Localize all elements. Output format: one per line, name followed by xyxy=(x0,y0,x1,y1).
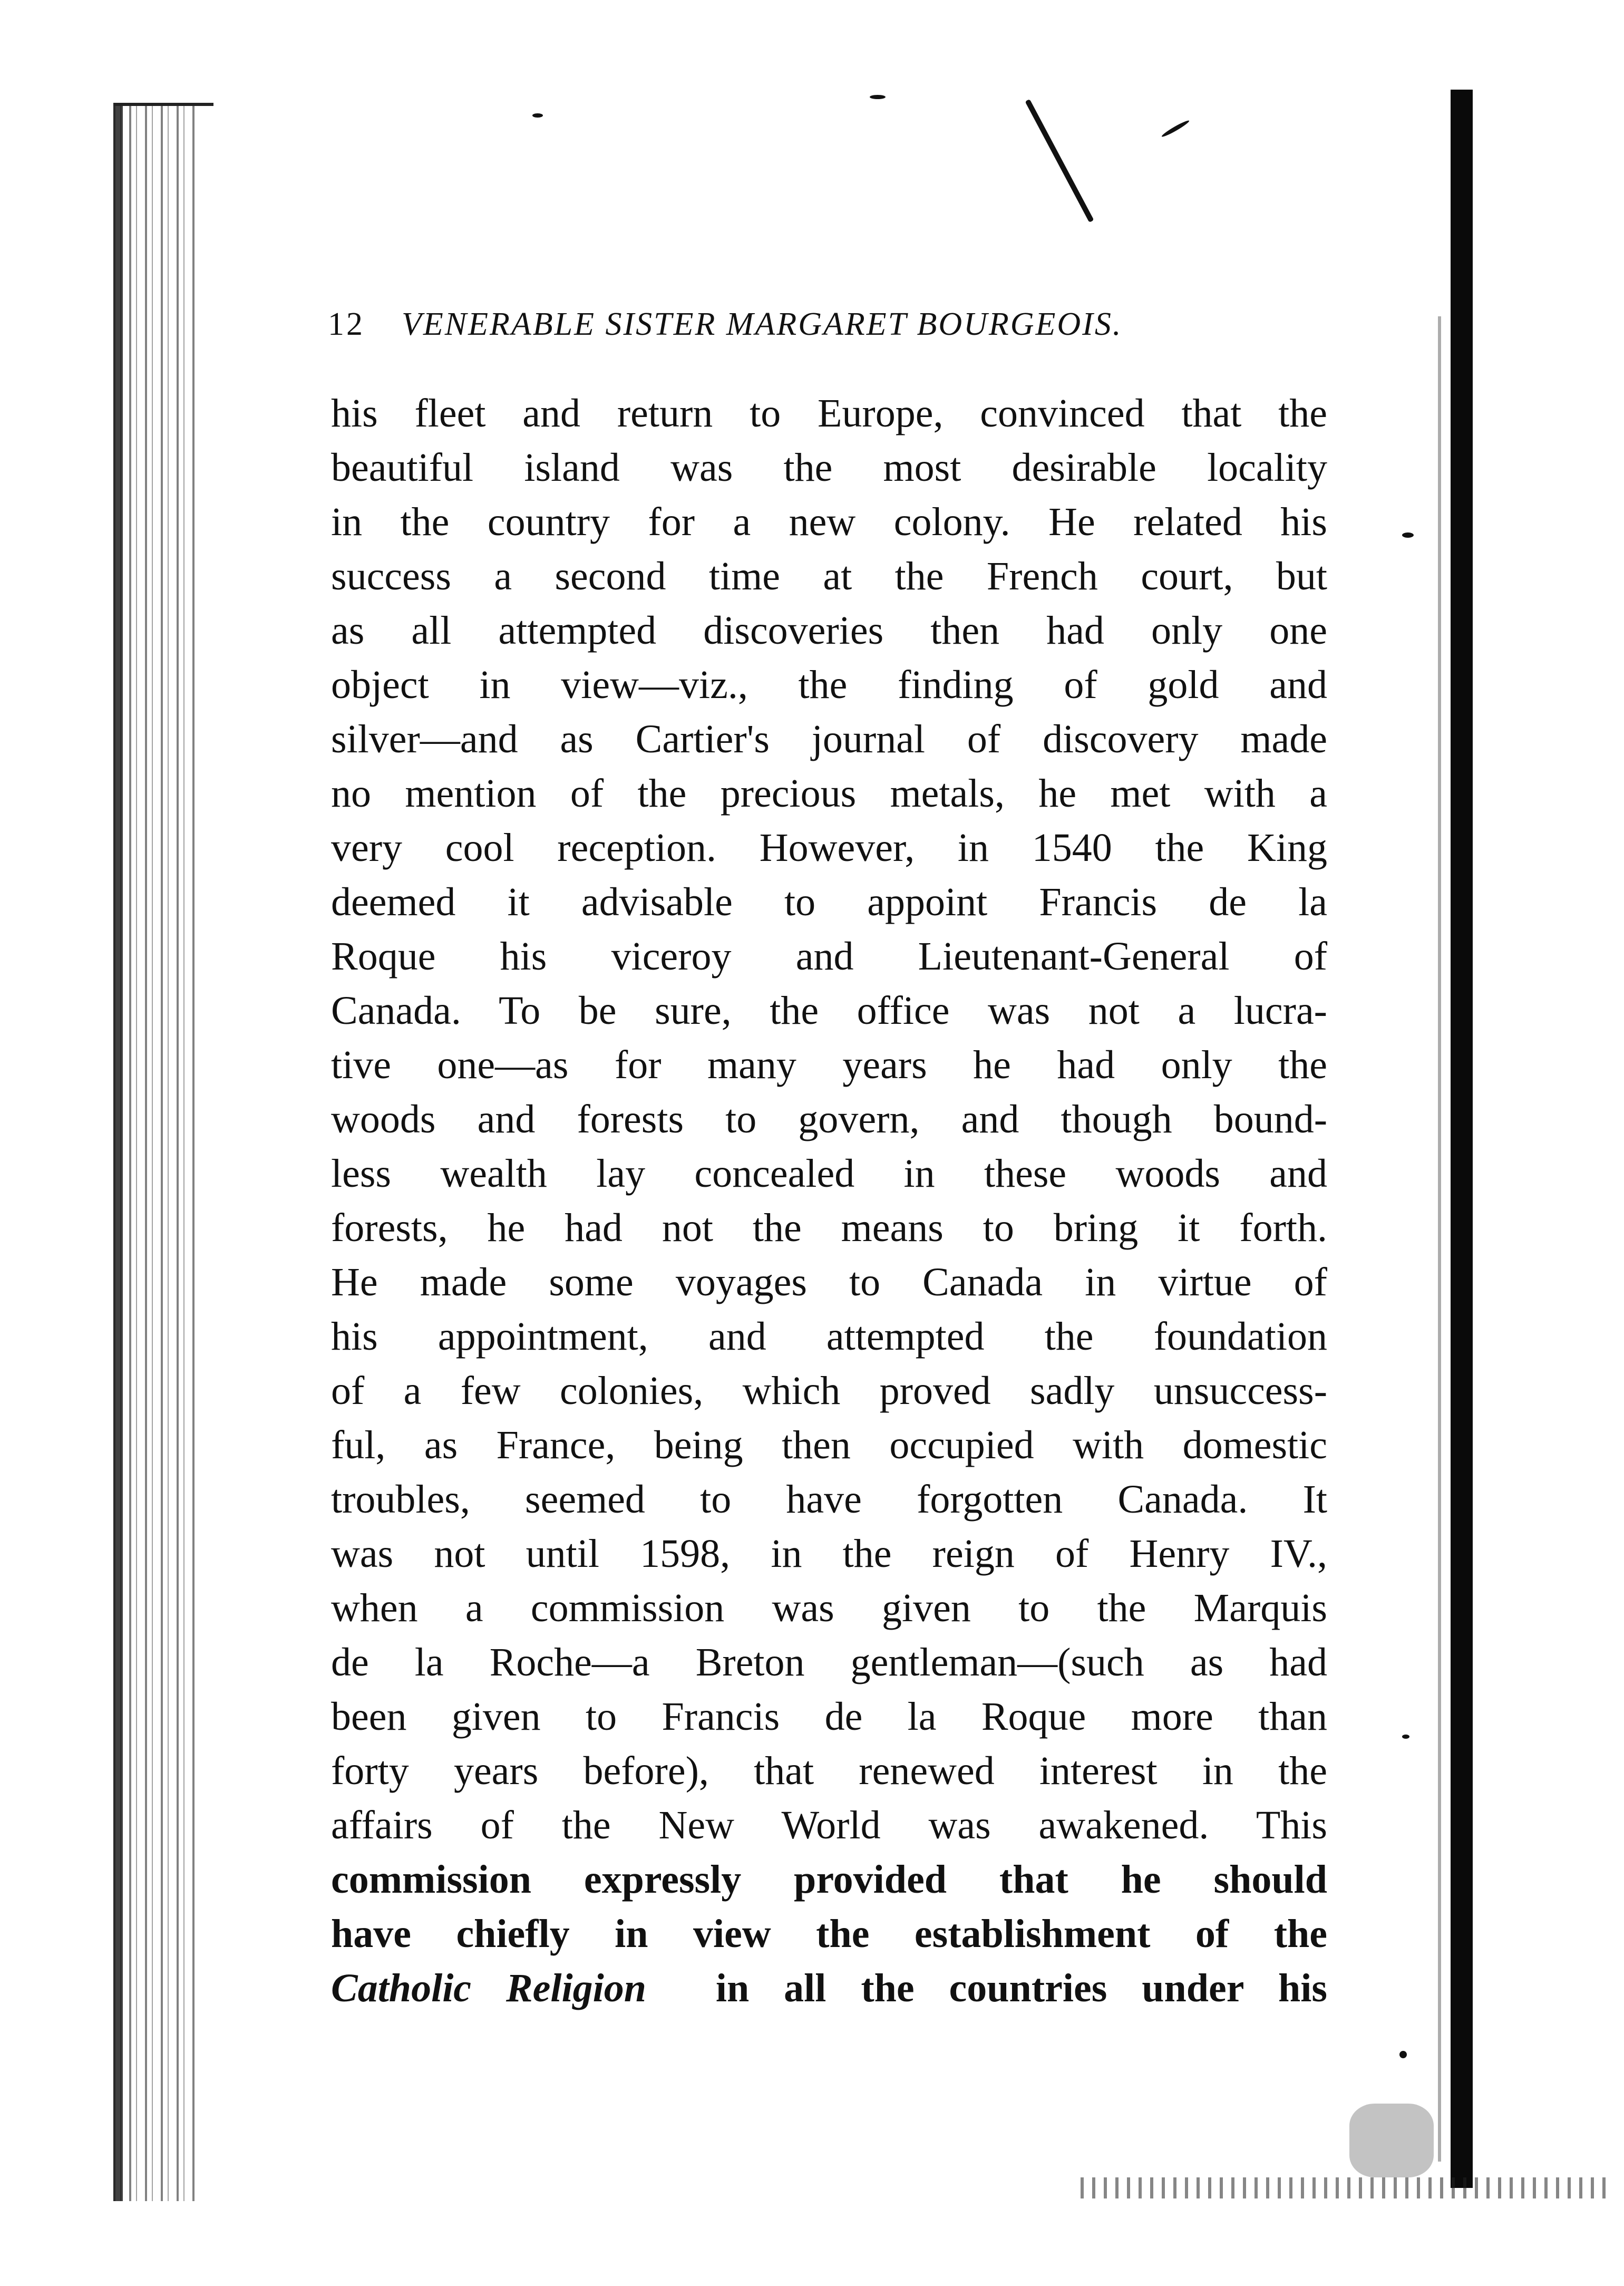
text-line: his fleet and return to Europe, convinced that the xyxy=(331,391,1327,435)
text-line: no mention of the precious metals, he met with a xyxy=(331,771,1327,816)
binding-edge-left xyxy=(113,103,123,2201)
text-line: as all attempted discoveries then had only one xyxy=(331,608,1327,653)
text-line: forty years before), that renewed interest in the xyxy=(331,1749,1327,1793)
text-line: commission expressly provided that he should xyxy=(331,1857,1327,1902)
text-line: deemed it advisable to appoint Francis de la xyxy=(331,880,1327,924)
text-line: object in view—viz., the finding of gold and xyxy=(331,663,1327,707)
italic-phrase: Catholic Religion xyxy=(331,1966,646,2010)
scan-noise-bottom xyxy=(1081,2177,1608,2198)
text-line-last xyxy=(331,1961,1327,2016)
page-edge-right-shadow xyxy=(1438,316,1441,2162)
scan-speck xyxy=(1402,532,1414,538)
text-line: very cool reception. However, in 1540 the King xyxy=(331,826,1327,870)
text-line: less wealth lay concealed in these woods and xyxy=(331,1151,1327,1196)
text-line: when a commission was given to the Marquis xyxy=(331,1586,1327,1630)
text-line: ful, as France, being then occupied with domestic xyxy=(331,1423,1327,1467)
page-number: 12 xyxy=(328,306,365,342)
scan-top-rule xyxy=(113,103,213,106)
text-line: tive one—as for many years he had only the xyxy=(331,1043,1327,1087)
text-line: have chiefly in view the establishment of the xyxy=(331,1912,1327,1956)
last-line-rest: in all the countries under his xyxy=(715,1966,1327,2010)
scan-speck xyxy=(1402,1735,1409,1739)
scan-speck xyxy=(870,95,886,99)
binding-shadow-left xyxy=(113,103,198,2201)
body-text xyxy=(331,386,1327,2016)
scan-speck xyxy=(1161,119,1190,139)
text-line: He made some voyages to Canada in virtue of xyxy=(331,1260,1327,1304)
text-line: of a few colonies, which proved sadly unsuccess- xyxy=(331,1369,1327,1413)
text-line: Roque his viceroy and Lieutenant-General of xyxy=(331,934,1327,979)
text-line: forests, he had not the means to bring it forth. xyxy=(331,1206,1327,1250)
scan-speck xyxy=(1399,2051,1407,2058)
text-line: Canada. To be sure, the office was not a lucra- xyxy=(331,989,1327,1033)
text-line: affairs of the New World was awakened. This xyxy=(331,1803,1327,1847)
text-line: silver—and as Cartier's journal of discovery made xyxy=(331,717,1327,761)
text-line: in the country for a new colony. He related his xyxy=(331,500,1327,544)
text-line: been given to Francis de la Roque more than xyxy=(331,1694,1327,1739)
text-line: de la Roche—a Breton gentleman—(such as had xyxy=(331,1640,1327,1684)
text-line: was not until 1598, in the reign of Henry IV., xyxy=(331,1532,1327,1576)
text-line: beautiful island was the most desirable locality xyxy=(331,445,1327,490)
scan-speck xyxy=(532,113,543,118)
text-line: troubles, seemed to have forgotten Canada. It xyxy=(331,1477,1327,1522)
running-head xyxy=(328,306,1329,353)
scan-speck xyxy=(1349,2104,1434,2177)
scan-speck xyxy=(1025,99,1094,222)
text-line: his appointment, and attempted the foundation xyxy=(331,1314,1327,1359)
running-title: VENERABLE SISTER MARGARET BOURGEOIS. xyxy=(402,306,1123,342)
text-line: woods and forests to govern, and though bound- xyxy=(331,1097,1327,1141)
page-edge-right xyxy=(1451,90,1473,2188)
text-line: success a second time at the French court, but xyxy=(331,554,1327,598)
